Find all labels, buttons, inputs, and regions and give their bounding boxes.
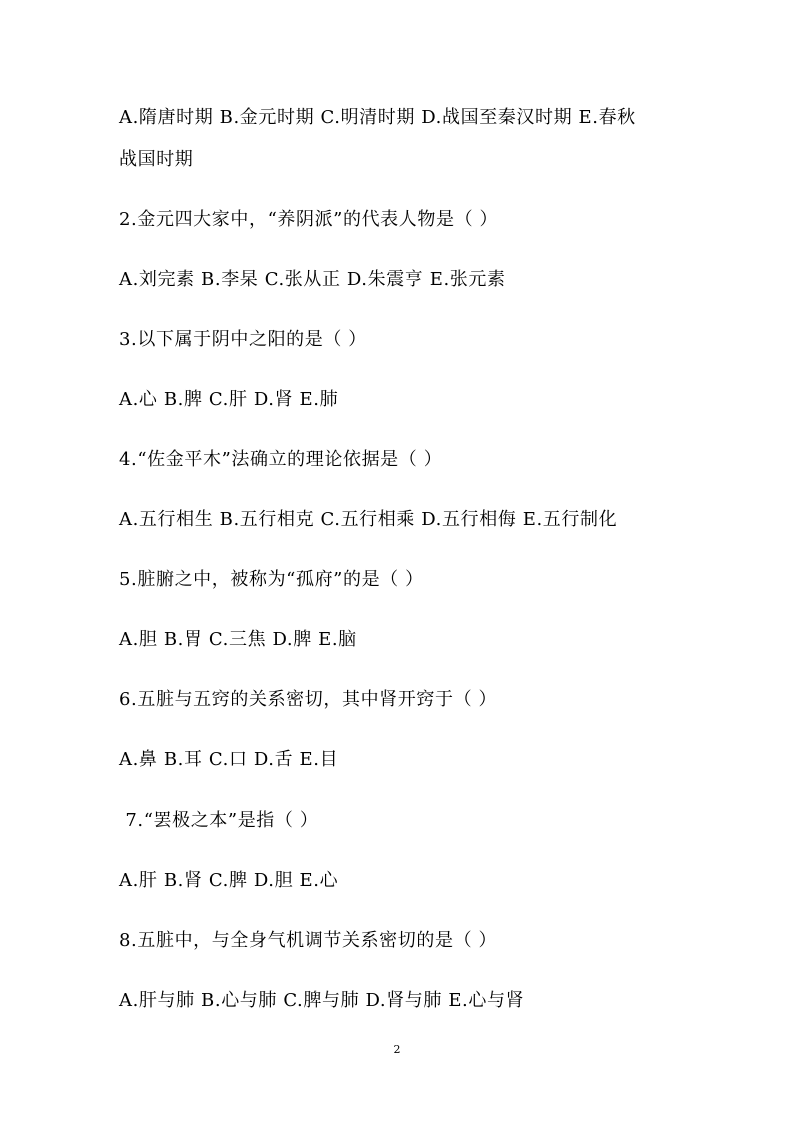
answer-options-q4: A.五行相生 B.五行相克 C.五行相乘 D.五行相侮 E.五行制化 — [119, 509, 618, 530]
answer-options-q6: A.鼻 B.耳 C.口 D.舌 E.目 — [119, 749, 339, 770]
answer-options-q1-continued: 战国时期 — [119, 149, 194, 170]
question-7: 7.“罢极之本”是指（ ） — [119, 810, 319, 831]
answer-options-q3: A.心 B.脾 C.肝 D.肾 E.肺 — [119, 389, 339, 410]
question-6: 6.五脏与五窍的关系密切，其中肾开窍于（ ） — [119, 689, 498, 710]
question-4: 4.“佐金平木”法确立的理论依据是（ ） — [119, 449, 443, 470]
question-8: 8.五脏中，与全身气机调节关系密切的是（ ） — [119, 930, 498, 951]
answer-options-q7: A.肝 B.肾 C.脾 D.胆 E.心 — [119, 870, 339, 891]
question-5: 5.脏腑之中，被称为“孤府”的是（ ） — [119, 569, 424, 590]
answer-options-q1: A.隋唐时期 B.金元时期 C.明清时期 D.战国至秦汉时期 E.春秋 — [119, 107, 636, 128]
question-2: 2.金元四大家中，“养阴派”的代表人物是（ ） — [119, 209, 499, 230]
answer-options-q5: A.胆 B.胃 C.三焦 D.脾 E.脑 — [119, 629, 357, 650]
answer-options-q8: A.肝与肺 B.心与肺 C.脾与肺 D.肾与肺 E.心与肾 — [119, 990, 525, 1011]
page-number: 2 — [393, 1043, 401, 1056]
answer-options-q2: A.刘完素 B.李杲 C.张从正 D.朱震亨 E.张元素 — [119, 269, 506, 290]
question-3: 3.以下属于阴中之阳的是（ ） — [119, 329, 367, 350]
